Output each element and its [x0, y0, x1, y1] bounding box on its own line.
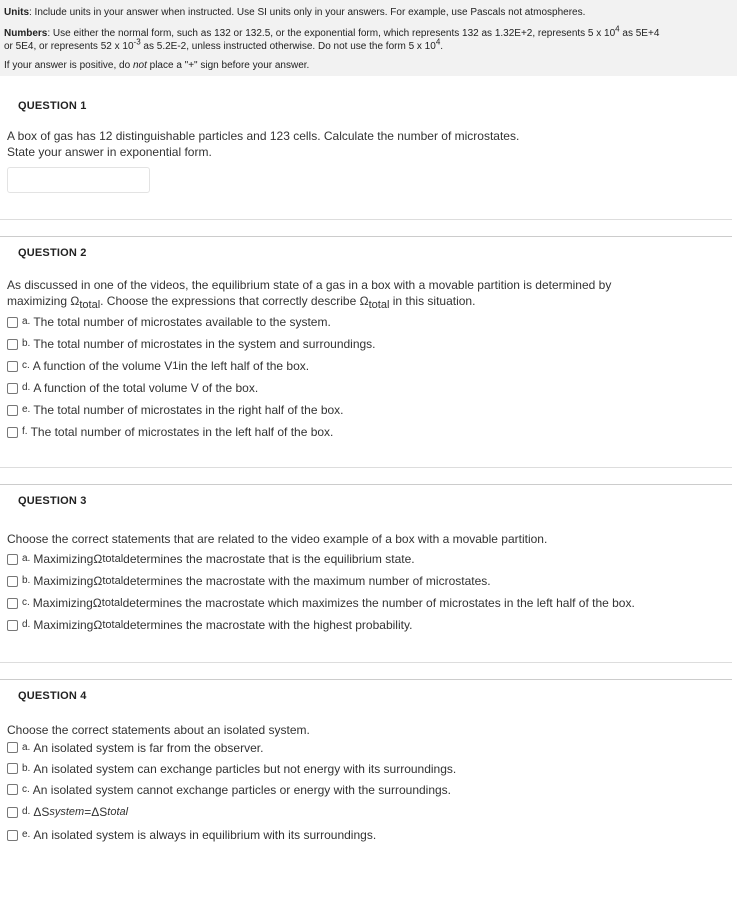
checkbox[interactable] [7, 361, 18, 372]
numbers-instruction-cont: or 5E4, or represents 52 x $10^{-3}$ as 5.2E-2, unless instructed otherwise. Do not use the form 5 x $10^4$. [4, 37, 444, 52]
question-3-text: Choose the correct statements that are related to the video example of a box with a movable partition. [7, 532, 548, 546]
checkbox[interactable] [7, 784, 18, 795]
question-1-body [0, 128, 753, 160]
checkbox[interactable] [7, 427, 18, 438]
question-2-body [0, 277, 753, 443]
question-1-text-2: State your answer in exponential form. [7, 145, 212, 159]
question-4-body [0, 722, 753, 846]
checkbox[interactable] [7, 317, 18, 328]
units-instruction: Units: Include units in your answer when instructed. Use SI units only in your answers. For example, use Pascals not atmospheres. [4, 7, 586, 18]
checkbox[interactable] [7, 763, 18, 774]
question-2-option-c[interactable]: c. A function of the volume V 1 in the left half of the box. [7, 355, 753, 377]
checkbox[interactable] [7, 830, 18, 841]
checkbox[interactable] [7, 554, 18, 565]
checkbox[interactable] [7, 383, 18, 394]
question-2-title: QUESTION 2 [18, 247, 87, 259]
question-1-title: QUESTION 1 [18, 100, 87, 112]
question-2-text-2: maximizing $\Omega_{total}$. Choose the expressions that correctly describe $\Omega_{total}$ in this situation. [7, 294, 476, 311]
question-2-option-a[interactable]: a. The total number of microstates available to the system. [7, 311, 753, 333]
checkbox[interactable] [7, 742, 18, 753]
checkbox[interactable] [7, 339, 18, 350]
question-4-text: Choose the correct statements about an isolated system. [7, 723, 310, 737]
question-3-title: QUESTION 3 [18, 495, 87, 507]
question-4-option-c[interactable]: c. An isolated system cannot exchange particles or energy with the surroundings. [7, 779, 753, 800]
question-2-option-e[interactable]: e. The total number of microstates in the right half of the box. [7, 399, 753, 421]
divider [0, 467, 732, 468]
question-3-option-a[interactable]: a. Maximizing Ω total determines the macrostate that is the equilibrium state. [7, 548, 753, 570]
question-4-option-a[interactable]: a. An isolated system is far from the observer. [7, 737, 753, 758]
question-2-text: As discussed in one of the videos, the equilibrium state of a gas in a box with a movable partition is determined by [7, 278, 612, 292]
question-3-option-c[interactable]: c. Maximizing Ω total determines the macrostate which maximizes the number of microstates in the left half of the box. [7, 592, 753, 614]
question-1-answer-input[interactable] [7, 167, 150, 193]
question-3-option-b[interactable]: b. Maximizing Ω total determines the macrostate with the maximum number of microstates. [7, 570, 753, 592]
instructions-panel [0, 0, 737, 76]
checkbox[interactable] [7, 405, 18, 416]
numbers-instruction: Numbers: Use either the normal form, such as 132 or 132.5, or the exponential form, which represents 132 as 1.32E+2, represents 5 x $10^4$ as 5E+4 [4, 24, 660, 39]
divider [0, 662, 732, 663]
question-2-option-f[interactable]: f. The total number of microstates in the left half of the box. [7, 421, 753, 443]
question-2-option-d[interactable]: d. A function of the total volume V of the box. [7, 377, 753, 399]
question-4-option-d[interactable]: d. ΔS system = ΔS total [7, 800, 753, 824]
checkbox[interactable] [7, 807, 18, 818]
question-2-option-b[interactable]: b. The total number of microstates in the system and surroundings. [7, 333, 753, 355]
positive-instruction: If your answer is positive, do not place a "+" sign before your answer. [4, 60, 310, 71]
question-4-option-b[interactable]: b. An isolated system can exchange particles but not energy with its surroundings. [7, 758, 753, 779]
divider [0, 219, 732, 220]
question-1-text: A box of gas has 12 distinguishable particles and 123 cells. Calculate the number of microstates. [7, 129, 520, 143]
question-3-body [0, 531, 753, 636]
question-4-title: QUESTION 4 [18, 690, 87, 702]
checkbox[interactable] [7, 576, 18, 587]
checkbox[interactable] [7, 620, 18, 631]
question-4-option-e[interactable]: e. An isolated system is always in equilibrium with its surroundings. [7, 824, 753, 846]
question-3-option-d[interactable]: d. Maximizing Ω total determines the macrostate with the highest probability. [7, 614, 753, 636]
checkbox[interactable] [7, 598, 18, 609]
